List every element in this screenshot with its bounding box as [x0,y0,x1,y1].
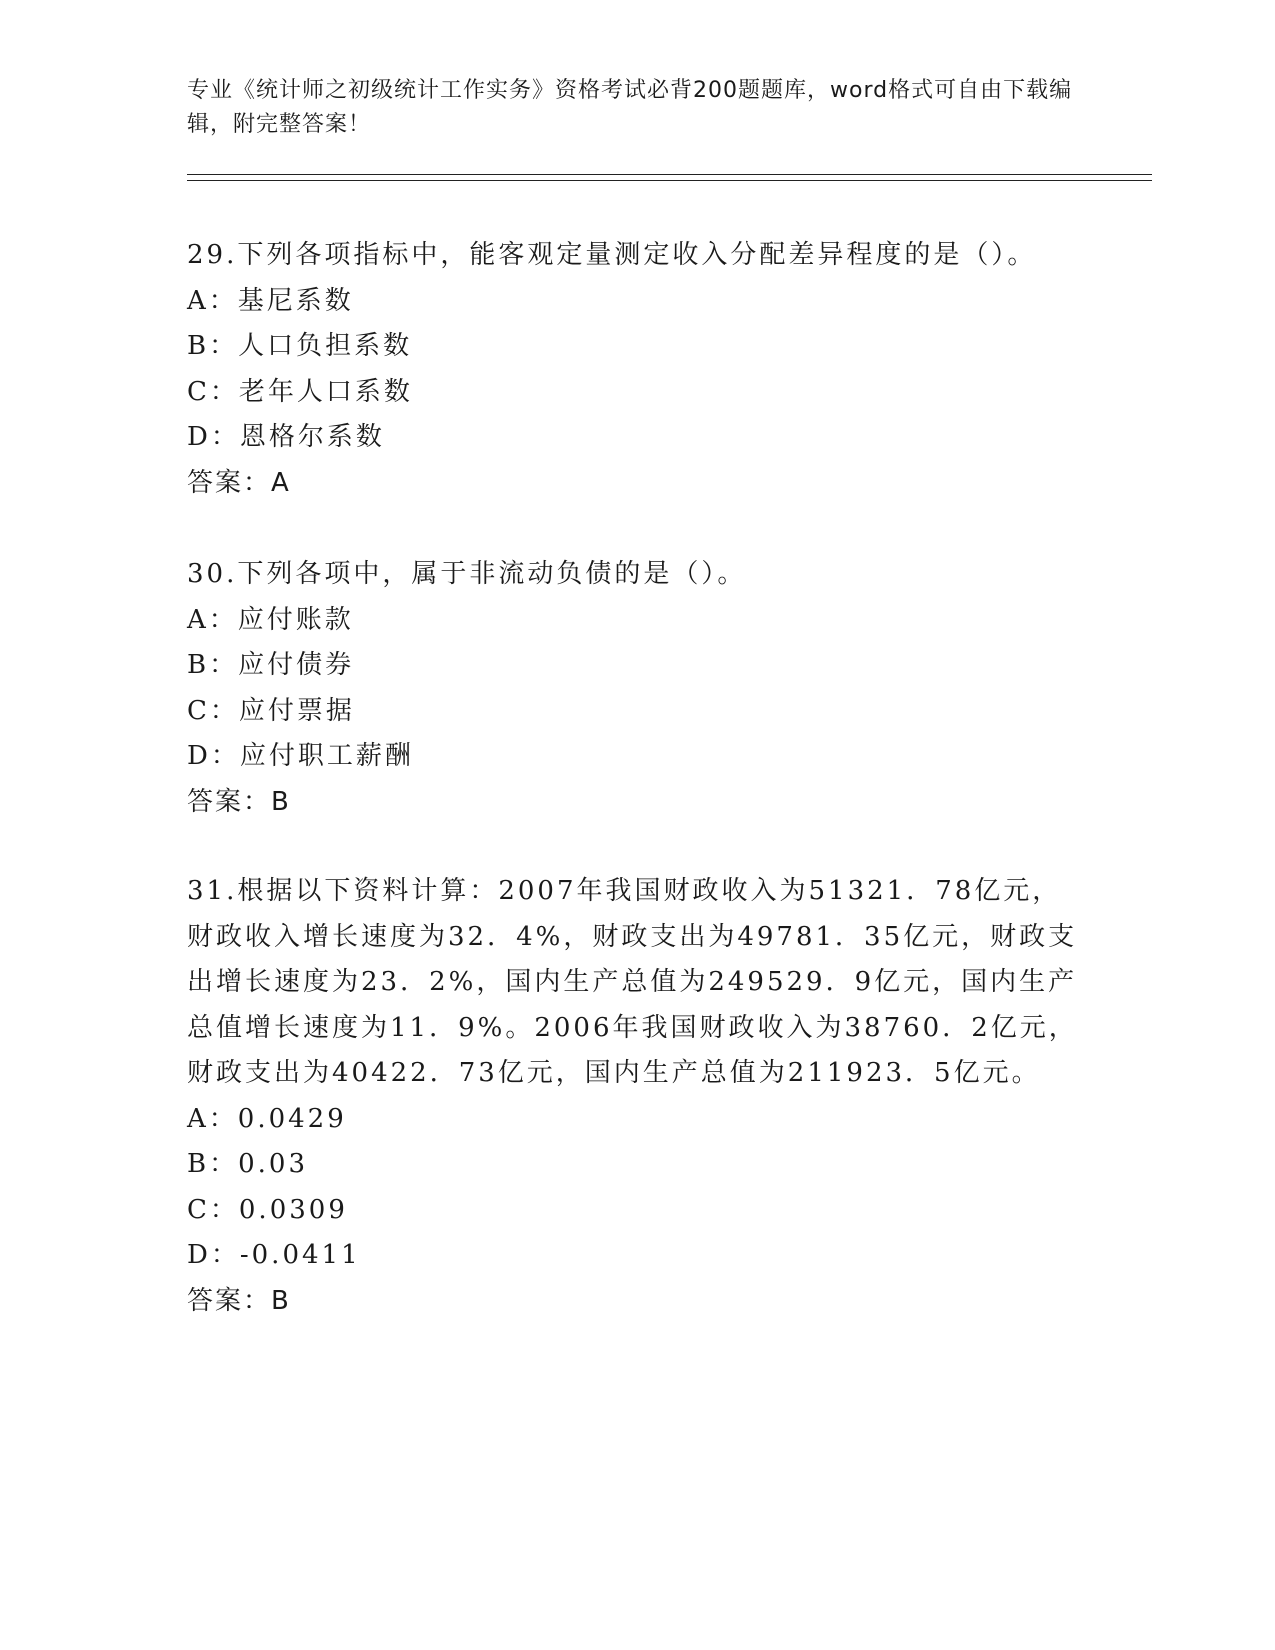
question-29 [187,233,1087,506]
question-stem: 31.根据以下资料计算：2007年我国财政收入为51321．78亿元，财政收入增长速度为32．4%，财政支出为49781．35亿元，财政支出增长速度为23．2%，国内生产总值为249529．9亿元，国内生产总值增长速度为11．9%。2006年我国财政收入为38760．2亿元，财政支出为40422．73亿元，国内生产总值为211923．5亿元。 [187,876,1078,1088]
header-rule-bottom [187,180,1152,181]
question-stem: 29.下列各项指标中，能客观定量测定收入分配差异程度的是（）。 [187,240,1037,270]
option-b: B：0.03 [187,1149,308,1179]
option-b: B：人口负担系数 [187,331,413,361]
answer: 答案：B [187,786,291,817]
option-d: D：应付职工薪酬 [187,741,414,771]
option-c: C：老年人口系数 [187,376,413,407]
option-c: C：应付票据 [187,695,355,726]
answer: 答案：A [187,467,291,498]
option-c: C：0.0309 [187,1194,348,1225]
question-stem: 30.下列各项中，属于非流动负债的是（）。 [187,559,747,589]
option-a: A：基尼系数 [187,285,354,316]
option-a: A：应付账款 [187,604,354,635]
option-a: A：0.0429 [187,1103,347,1134]
option-d: D：恩格尔系数 [187,422,385,452]
document-header: 专业《统计师之初级统计工作实务》资格考试必背200题题库，word格式可自由下载编辑，附完整答案！ [187,78,1073,137]
question-30 [187,552,1087,825]
option-d: D：-0.0411 [187,1240,361,1270]
option-b: B：应付债券 [187,650,355,680]
question-31 [187,869,1087,1324]
answer: 答案：B [187,1285,291,1316]
header-rule-top [187,174,1152,175]
